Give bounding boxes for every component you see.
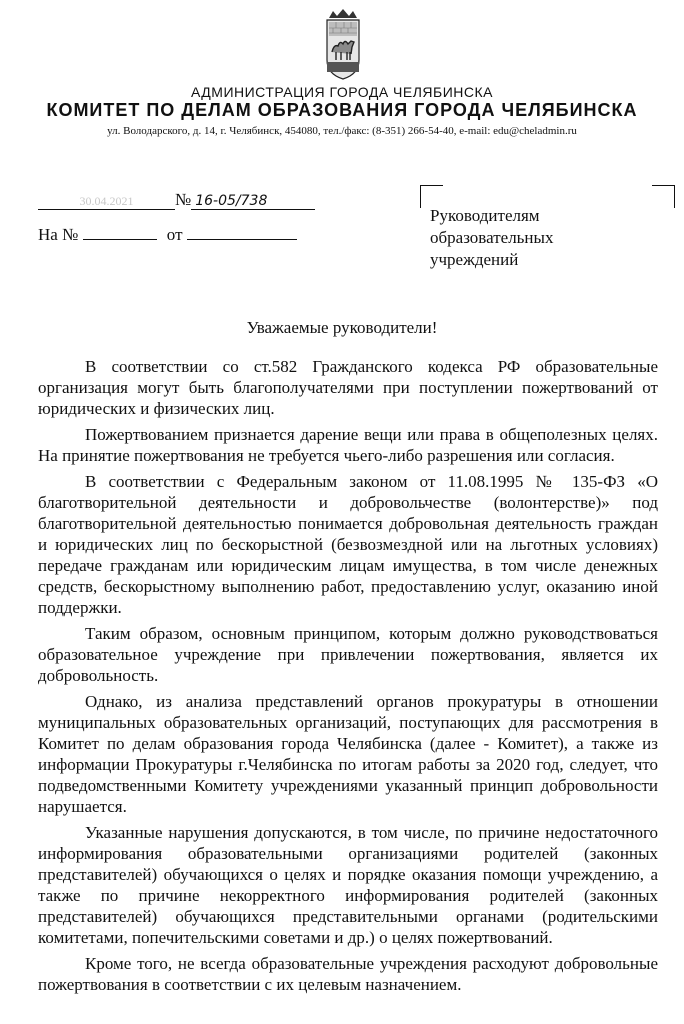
reference-number-blank	[83, 225, 157, 240]
registration-date-stamp: 30.04.2021	[38, 194, 175, 210]
reference-from-label: от	[166, 225, 183, 244]
recipient-corner-right	[652, 185, 675, 208]
body-paragraph: Однако, из анализа представлений органов прокуратуры в отношении муниципальных образовательных организаций, поступающих для рассмотрения в Комитет по делам образования города Челябинска (далее - Комитет), а также из информации Прокуратуры г.Челябинска по итогам работы за 2020 год, следует, что подведомственными Комитету учреждениями указанный принцип добровольности нарушается.	[38, 692, 658, 816]
reference-date-blank	[187, 225, 297, 240]
recipient-line: образовательных	[430, 228, 554, 247]
recipient-line: учреждений	[430, 250, 519, 269]
body-paragraph: В соответствии со ст.582 Гражданского кодекса РФ образовательные организация могут быть благополучателями при поступлении пожертвований от юридических и физических лиц.	[38, 357, 658, 418]
body-paragraph: Кроме того, не всегда образовательные учреждения расходуют добровольные пожертвования в соответствии с их целевым назначением.	[38, 954, 658, 994]
number-prefix: №	[175, 190, 192, 209]
committee-name: КОМИТЕТ ПО ДЕЛАМ ОБРАЗОВАНИЯ ГОРОДА ЧЕЛЯБИНСКА	[46, 100, 638, 120]
body-paragraph: Указанные нарушения допускаются, в том числе, по причине недостаточного информирования образовательными организациями родителей (законных представителей) обучающихся о целях и порядке оказания помощи учреждению, а также по причине некорректного информирования родителей (законных представителей) обучающихся представительными органами (родительскими комитетами, попечительскими советами и др.) о целях пожертвований.	[38, 823, 658, 947]
letter-body	[38, 356, 658, 1000]
registration-number: 16-05/738	[191, 193, 315, 210]
greeting: Уважаемые руководители!	[246, 318, 438, 337]
reference-line	[38, 225, 297, 245]
body-paragraph: Таким образом, основным принципом, которым должно руководствоваться образовательное учреждение при привлечении пожертвования, является их добровольность.	[38, 624, 658, 685]
chelyabinsk-camel-emblem-icon	[324, 8, 362, 80]
administration-name: АДМИНИСТРАЦИЯ ГОРОДА ЧЕЛЯБИНСКА	[191, 84, 493, 100]
registration-line	[38, 190, 315, 210]
committee-address: ул. Володарского, д. 14, г. Челябинск, 454080, тел./факс: (8-351) 266-54-40, e-mail: edu@cheladmin.ru	[107, 125, 577, 137]
recipient-line: Руководителям	[430, 206, 540, 225]
reference-prefix: На №	[38, 225, 79, 244]
recipient-block	[430, 205, 553, 271]
body-paragraph: Пожертвованием признается дарение вещи или права в общеполезных целях. На принятие пожертвования не требуется чьего-либо разрешения или согласия.	[38, 425, 658, 465]
body-paragraph: В соответствии с Федеральным законом от 11.08.1995 № 135-ФЗ «О благотворительной деятельности и добровольчестве (волонтерстве)» под благотворительной деятельностью понимается добровольная деятельность граждан и юридических лиц по бескорыстной (безвозмездной или на льготных условиях) передаче гражданам или юридическим лицам имущества, в том числе денежных средств, бескорыстному выполнению работ, предоставлению услуг, оказанию иной поддержки.	[38, 472, 658, 617]
